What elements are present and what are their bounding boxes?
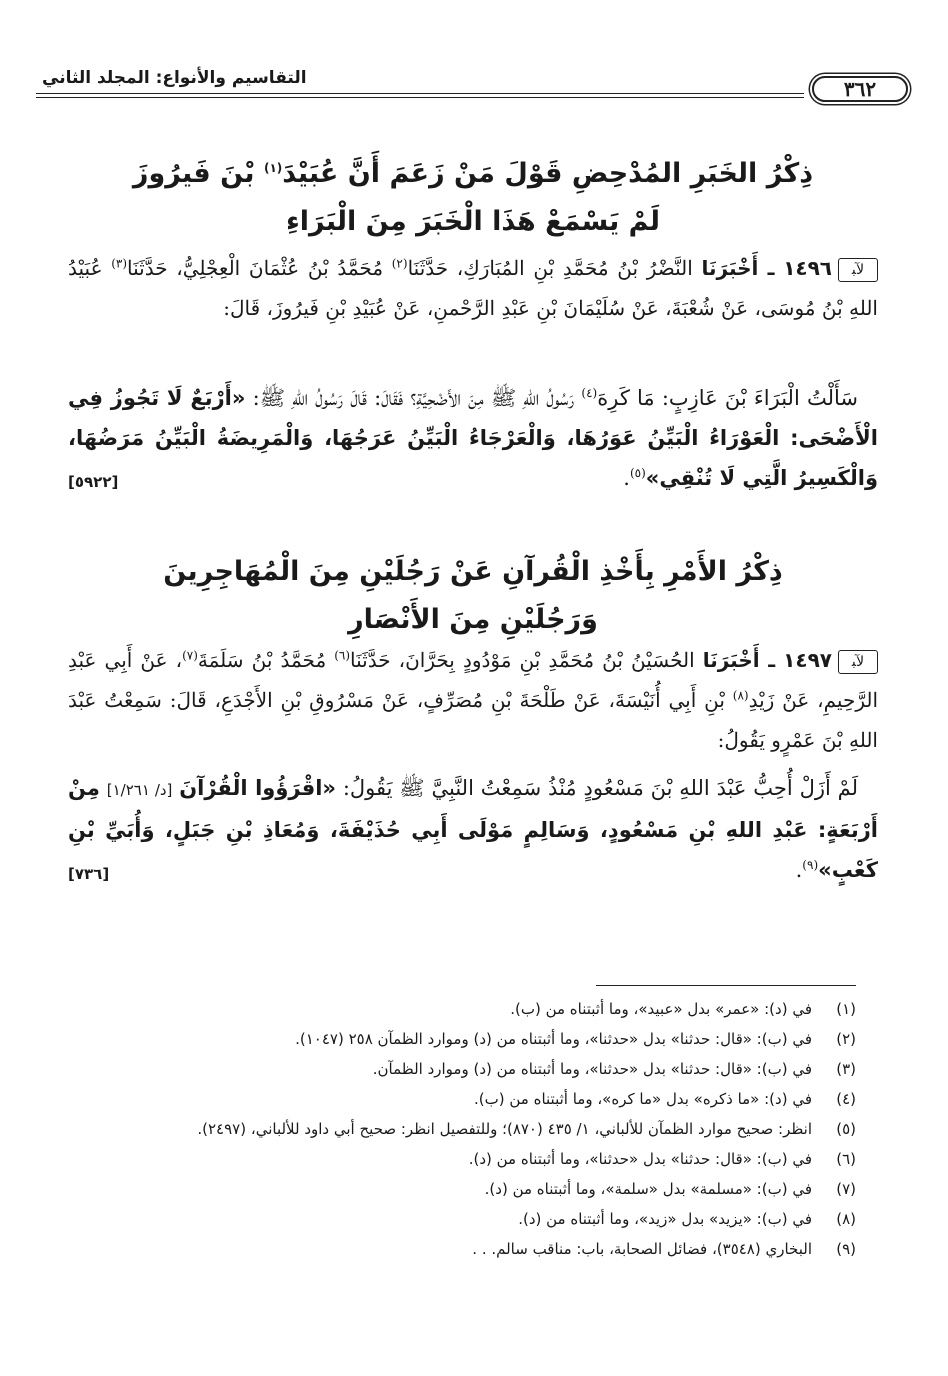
akhbarana-word: ـ أَخْبَرَنَا [702, 648, 776, 672]
footnote-text: البخاري (٣٥٤٨)، فضائل الصحابة، باب: مناقب سالم. . . [472, 1240, 812, 1258]
header-rule [36, 97, 804, 98]
footnote-marker[interactable]: (٦) [334, 648, 351, 663]
hadith-marker-icon: ﻵﺒ [838, 650, 878, 674]
footnote-number: (١) [836, 1000, 856, 1018]
footnotes-list [66, 994, 856, 1264]
heading-line: وَرَجُلَيْنِ مِنَ الأَنْصَارِ [348, 604, 598, 635]
page-number: ٣٦٢ [812, 76, 908, 102]
footnote-number: (٤) [836, 1090, 856, 1108]
running-header [36, 66, 912, 106]
hadith-marker-icon: ﻵﺒ [838, 258, 878, 282]
footnote-number: (٥) [836, 1120, 856, 1138]
prophetic-text: «اقْرَؤُوا الْقُرْآنَ [179, 776, 336, 800]
section-heading-1 [38, 150, 908, 246]
heading-line: ذِكْرُ الأَمْرِ بِأَخْذِ الْقُرآنِ عَنْ رَجُلَيْنِ مِنَ الْمُهَاجِرِينَ [163, 556, 783, 587]
footnote-item [66, 1024, 856, 1054]
footnote-marker[interactable]: (٢) [391, 256, 408, 271]
footnote-marker[interactable]: (١) [263, 161, 283, 175]
heading-line: لَمْ يَسْمَعْ هَذَا الْخَبَرَ مِنَ الْبَرَاءِ [286, 206, 660, 237]
hadith-isnad-1496: ﻵﺒ١٤٩٦ ـ أَخْبَرَنَا النَّضْرُ بْنُ مُحَمَّدِ بْنِ المُبَارَكِ، حَدَّثَنَا$^{(٢)}$ مُحَمَّدُ بْنُ عُثْمَانَ الْعِجْلِيُّ، حَدَّثَنَا$^{(٣)}$ عُبَيْدُ اللهِ بْنُ مُوسَى، عَنْ شُعْبَةَ، عَنْ سُلَيْمَانَ بْنِ عَبْدِ الرَّحْمنِ، عَنْ عُبَيْدِ بْنِ فَيرُوزَ، قَالَ: [68, 256, 878, 320]
heading-line: ذِكْرُ الخَبَرِ المُدْحِضِ قَوْلَ مَنْ زَعَمَ أَنَّ عُبَيْدَ$^{(١)}$ بْنَ فَيرُوزَ [132, 158, 814, 189]
footnote-number: (٢) [836, 1030, 856, 1048]
footnote-separator [596, 985, 856, 986]
footnote-text: في (ب): «يزيد» بدل «زيد»، وما أثبتناه من (د). [518, 1210, 812, 1228]
footnote-item [66, 1054, 856, 1084]
footnote-item [66, 1114, 856, 1144]
footnote-marker[interactable]: (٨) [732, 688, 749, 703]
footnote-marker[interactable]: (٧) [182, 648, 198, 663]
prophetic-text: «أَرْبَعٌ لَا تَجُوزُ فِي الْأَضْحَى: الْعَوْرَاءُ الْبَيِّنُ عَوَرُهَا، وَالْعَرْجَاءُ الْبَيِّنُ عَرَجُهَا، وَالْمَرِيضَةُ الْبَيِّنُ مَرَضُهَا، وَالْكَسِيرُ الَّتِي لَا تُنْقِي» [68, 386, 878, 490]
hadith-number: ١٤٩٧ [783, 648, 832, 672]
hadith-isnad-1497: ﻵﺒ١٤٩٧ ـ أَخْبَرَنَا الحُسَيْنُ بْنُ مُحَمَّدِ بْنِ مَوْدُودٍ بِحَرَّانَ، حَدَّثَنَا$^{(٦)}$ مُحَمَّدُ بْنُ سَلَمَةَ$^{(٧)}$، عَنْ أَبِي عَبْدِ الرَّحِيمِ، عَنْ زَيْدِ$^{(٨)}$ بْنِ أَبِي أُنَيْسَةَ، عَنْ طَلْحَةَ بْنِ مُصَرِّفٍ، عَنْ مَسْرُوقِ بْنِ الأَجْدَعِ، قَالَ: سَمِعْتُ عَبْدَ اللهِ بْنَ عَمْرٍو يَقُولُ: [68, 648, 879, 752]
footnote-number: (٩) [836, 1240, 856, 1258]
cross-reference: [٧٣٦] [68, 865, 110, 883]
footnote-text: في (ب): «مسلمة» بدل «سلمة»، وما أثبتناه من (د). [484, 1180, 812, 1198]
hadith-matn-1496: سَأَلْتُ الْبَرَاءَ بْنَ عَازِبٍ: مَا كَرِهَ$^{(٤)}$ رَسُولُ اللهِ ﷺ مِنَ الأَضْحِيَّةِ؟ فَقَالَ: قَالَ رَسُولُ اللهِ ﷺ: «أَرْبَعٌ لَا تَجُوزُ فِي الْأَضْحَى: الْعَوْرَاءُ الْبَيِّنُ عَوَرُهَا، وَالْعَرْجَاءُ الْبَيِّنُ عَرَجُهَا، وَالْمَرِيضَةُ الْبَيِّنُ مَرَضُهَا، وَالْكَسِيرُ الَّتِي لَا تُنْقِي»$^{(٥)}$. [٥٩٢٢] [68, 378, 878, 502]
footnote-item [66, 1144, 856, 1174]
footnote-item [66, 994, 856, 1024]
footnote-number: (٦) [836, 1150, 856, 1168]
footnote-number: (٣) [836, 1060, 856, 1078]
footnote-number: (٨) [836, 1210, 856, 1228]
footnote-item [66, 1084, 856, 1114]
footnote-text: في (د): «ما ذكره» بدل «ما كره»، وما أثبتناه من (ب). [474, 1090, 812, 1108]
footnote-marker[interactable]: (٤) [581, 386, 598, 400]
footnote-text: في (ب): «قال: حدثنا» بدل «حدثنا»، وما أثبتناه من (د) وموارد الظمآن ٢٥٨ (١٠٤٧). [295, 1030, 812, 1048]
header-rule [36, 93, 804, 94]
footnote-text: انظر: صحيح موارد الظمآن للألباني، ١/ ٤٣٥ (٨٧٠)؛ وللتفصيل انظر: صحيح أبي داود للألباني، (٢٤٩٧). [197, 1120, 812, 1138]
hadith-number: ١٤٩٦ [783, 256, 833, 280]
footnote-marker[interactable]: (٥) [629, 466, 646, 480]
footnote-item [66, 1234, 856, 1264]
running-title: التقاسيم والأنواع: المجلد الثاني [36, 68, 307, 88]
footnote-marker[interactable]: (٣) [111, 256, 128, 271]
footnote-marker[interactable]: (٩) [802, 858, 819, 872]
footnote-text: في (د): «عمر» بدل «عبيد»، وما أثبتناه من (ب). [510, 1000, 812, 1018]
footnote-text: في (ب): «قال: حدثنا» بدل «حدثنا»، وما أثبتناه من (د) وموارد الظمآن. [372, 1060, 812, 1078]
footnote-number: (٧) [836, 1180, 856, 1198]
prophetic-text: مِنْ أَرْبَعَةٍ: عَبْدِ اللهِ بْنِ مَسْعُودٍ، وَسَالِمٍ مَوْلَى أَبِي حُذَيْفَةَ، وَمُعَاذِ بْنِ جَبَلٍ، وَأُبَيِّ بْنِ كَعْبٍ» [68, 776, 878, 882]
hadith-matn-1497: لَمْ أَزَلْ أُحِبُّ عَبْدَ اللهِ بْنَ مَسْعُودٍ مُنْذُ سَمِعْتُ النَّبِيَّ ﷺ يَقُولُ: «اقْرَؤُوا الْقُرْآنَ [د/ ١/٢٦١] مِنْ أَرْبَعَةٍ: عَبْدِ اللهِ بْنِ مَسْعُودٍ، وَسَالِمٍ مَوْلَى أَبِي حُذَيْفَةَ، وَمُعَاذِ بْنِ جَبَلٍ، وَأُبَيِّ بْنِ كَعْبٍ»$^{(٩)}$. [٧٣٦] [68, 768, 878, 894]
cross-reference: [٥٩٢٢] [68, 473, 119, 491]
akhbarana-word: ـ أَخْبَرَنَا [701, 256, 775, 280]
footnote-text: في (ب): «قال: حدثنا» بدل «حدثنا»، وما أثبتناه من (د). [468, 1150, 812, 1168]
section-heading-2 [38, 548, 908, 644]
margin-reference: [د/ ١/٢٦١] [106, 781, 173, 799]
footnote-item [66, 1174, 856, 1204]
footnote-item [66, 1204, 856, 1234]
